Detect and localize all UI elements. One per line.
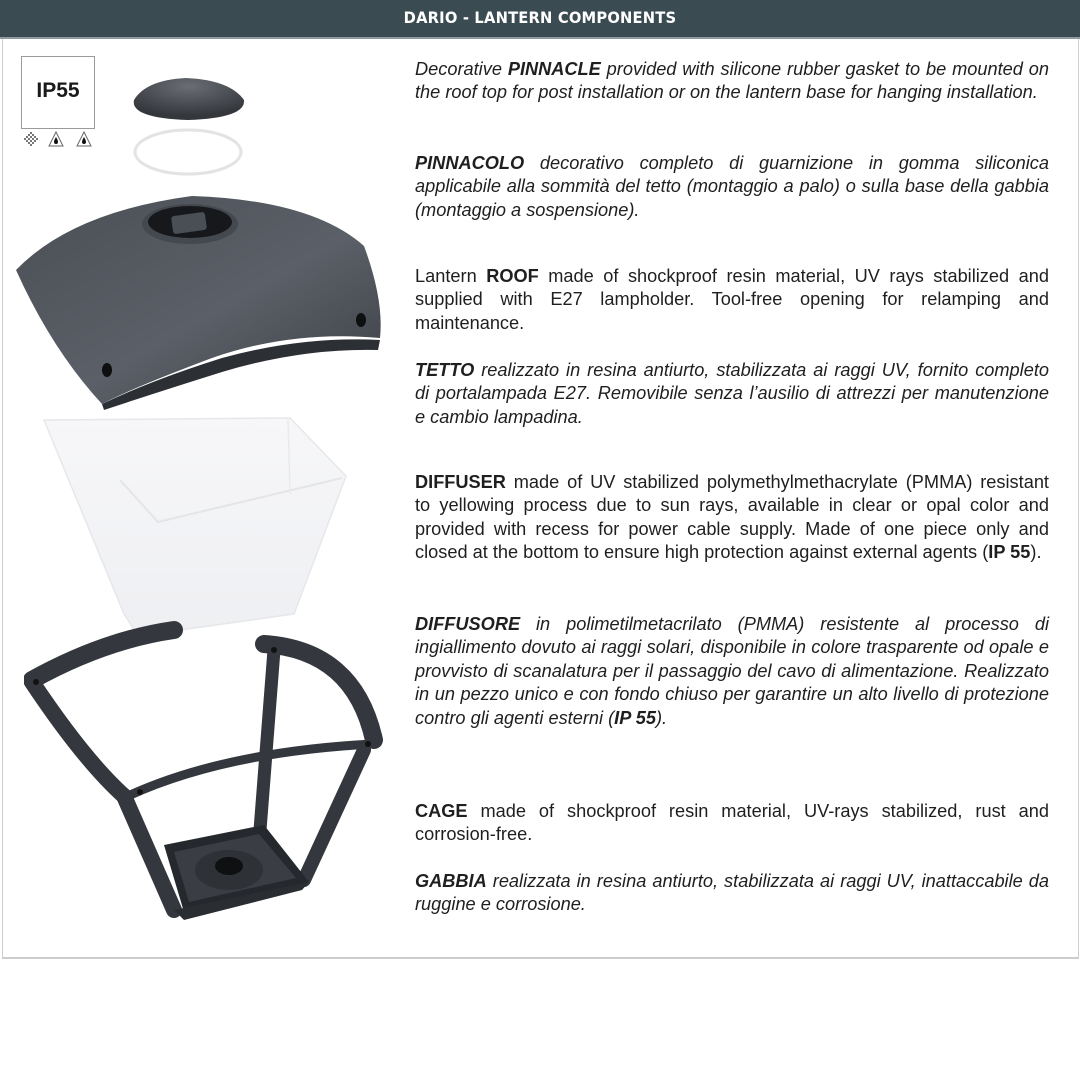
roof-image xyxy=(12,190,384,410)
ip-rating-badge xyxy=(21,56,95,129)
dust-protection-icon xyxy=(24,131,40,147)
text-prefix: Decorative xyxy=(415,59,508,79)
text-body: made of shockproof resin material, UV rays stabilized and supplied with E27 lampholder. Tool-free opening for relamping and maintenance. xyxy=(415,266,1049,333)
text-body: realizzato in resina antiurto, stabilizzata ai raggi UV, fornito completo di portalampada E27. Removibile senza l’ausilio di attrezzi per manutenzione e cambio lampadina. xyxy=(415,360,1049,427)
ip-rating-inline: IP 55 xyxy=(988,542,1031,563)
cage-description-it xyxy=(415,870,1049,917)
text-body: made of shockproof resin material, UV-rays stabilized, rust and corrosion-free. xyxy=(415,801,1049,845)
pinnacle-description-it xyxy=(415,152,1049,222)
text-body: decorativo completo di guarnizione in gomma siliconica applicabile alla sommità del tetto (montaggio a palo) o sulla base della gabbia (montaggio a sospensione). xyxy=(415,153,1049,220)
text-prefix: Lantern xyxy=(415,266,487,286)
text-body: realizzata in resina antiurto, stabilizzata ai raggi UV, inattaccabile da ruggine e corrosione. xyxy=(415,871,1049,915)
keyword-pinnacle: PINNACLE xyxy=(507,59,601,79)
water-drop-warning-icon xyxy=(76,131,92,147)
page-header xyxy=(0,0,1080,39)
text-tail: ). xyxy=(1030,542,1042,563)
pinnacle-description-en xyxy=(415,58,1049,105)
cage-image xyxy=(24,620,384,925)
keyword-pinnacolo: PINNACOLO xyxy=(415,153,525,173)
page-title: DARIO - LANTERN COMPONENTS xyxy=(403,8,677,27)
text-tail: ). xyxy=(655,707,668,728)
ip-rating-text: IP55 xyxy=(36,79,80,102)
roof-description-it xyxy=(415,359,1049,429)
text-body: provided with silicone rubber gasket to be mounted on the roof top for post installation or on the lantern base for hanging installation. xyxy=(415,59,1049,103)
diffuser-image xyxy=(40,414,350,636)
protection-icons xyxy=(24,131,96,149)
keyword-diffuser: DIFFUSER xyxy=(415,472,506,492)
keyword-gabbia: GABBIA xyxy=(415,871,487,891)
cage-description-en xyxy=(415,800,1049,847)
pinnacle-image xyxy=(126,70,256,180)
text-body: made of UV stabilized polymethylmethacrylate (PMMA) resistant to yellowing process due to sun rays, available in clear or opal color and provided with recess for power cable supply. Made of one piece only and closed at the bottom to ensure high protection against external agents ( xyxy=(415,472,1049,563)
text-body: in polimetilmetacrilato (PMMA) resistente al processo di ingiallimento dovuto ai raggi solari, disponibile in colore trasparente od opale e provvisto di scanalatura per il passaggio del cavo di alimentazione. Realizzato in un pezzo unico e con fondo chiuso per garantire un alto livello di protezione contro gli agenti esterni ( xyxy=(415,614,1049,728)
diffuser-description-it xyxy=(415,613,1049,730)
keyword-diffusore: DIFFUSORE xyxy=(415,614,521,634)
diffuser-description-en xyxy=(415,471,1049,565)
ip-rating-inline: IP 55 xyxy=(614,707,656,728)
water-drop-warning-icon xyxy=(48,131,64,147)
keyword-tetto: TETTO xyxy=(415,360,475,380)
roof-description-en xyxy=(415,265,1049,335)
keyword-roof: ROOF xyxy=(486,266,539,286)
keyword-cage: CAGE xyxy=(415,801,468,821)
